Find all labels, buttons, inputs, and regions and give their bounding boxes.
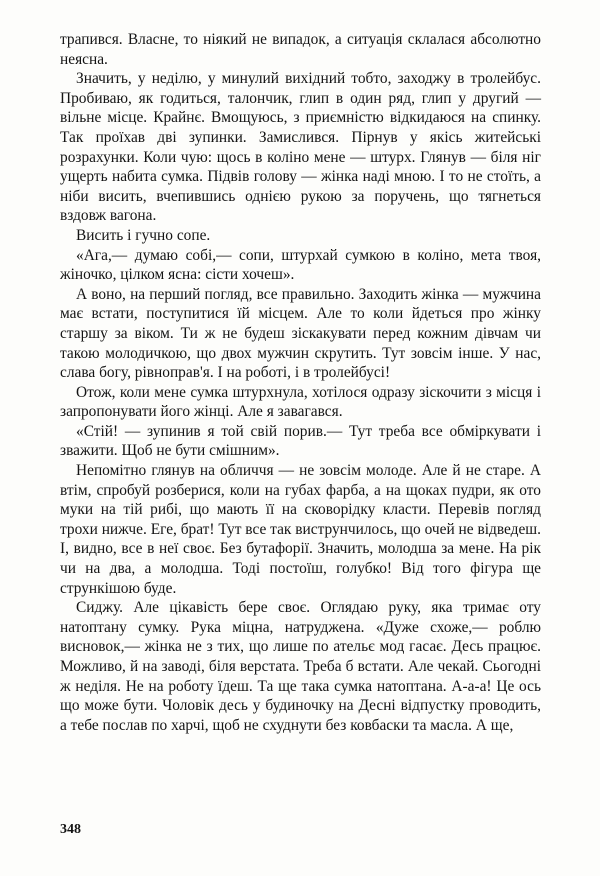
paragraph: Отож, коли мене сумка штурхнула, хотілося одразу зіскочити з місця і запропонувати його жінці. Але я завагався.	[60, 383, 541, 421]
body-text	[60, 30, 541, 735]
paragraph: Висить і гучно сопе.	[76, 226, 211, 244]
paragraph: Значить, у неділю, у минулий вихідний тобто, заходжу в тролейбус. Пробиваю, як годиться, талончик, глип в один ряд, глип у другий — вільне місце. Крайнє. Вмощуюсь, з приємністю відкидаюся на спинку. Так проїхав дві зупинки. Замислився. Пірнув у якісь житейські розрахунки. Коли чую: щось в коліно мене — штурх. Глянув — біля ніг ущерть набита сумка. Підвів голову — жінка наді мною. І то не стоїть, а ніби висить, вчепившись однією рукою за поручень, що тягнеться вздовж вагона.	[60, 70, 541, 225]
paragraph: «Ага,— думаю собі,— сопи, штурхай сумкою в коліно, мета твоя, жіночко, цілком ясна: сісти хочеш».	[60, 246, 541, 284]
page-number: 348	[60, 822, 81, 837]
paragraph: трапився. Власне, то ніякий не випадок, а ситуація склалася абсолютно неясна.	[60, 31, 541, 68]
paragraph: Непомітно глянув на обличчя — не зовсім молоде. Але й не старе. А втім, спробуй розберися, коли на губах фарба, а на щоках пудри, як ото муки на тій рибі, що мають її на сковорідку класти. Перевів погляд трохи нижче. Еге, брат! Тут все так виструнчилось, що очей не відведеш. І, видно, все в неї своє. Без бутафорії. Значить, молодша за мене. На рік чи на два, а молодша. Тоді постоїш, голубко! Від того фігура ще стрункішою буде.	[60, 462, 541, 597]
paragraph: Сиджу. Але цікавість бере своє. Оглядаю руку, яка тримає оту натоптану сумку. Рука міцна, натруджена. «Дуже схоже,— роблю висновок,— жінка не з тих, що лише по ательє мод гасає. Десь працює. Можливо, й на заводі, біля верстата. Треба б встати. Але чекай. Сьогодні ж неділя. Не на роботу їдеш. Та ще така сумка натоптана. А-а-а! Це ось що може бути. Чоловік десь у будиночку на Десні відпустку проводить, а тебе послав по харчі, щоб не схуднути без ковбаски та масла. А ще,	[60, 599, 541, 734]
paragraph: «Стій! — зупинив я той свій порив.— Тут треба все обміркувати і зважити. Щоб не бути смішним».	[60, 422, 541, 460]
paragraph: А воно, на перший погляд, все правильно. Заходить жінка — мужчина має встати, поступитися їй місцем. Але то коли йдеться про жінку старшу за віком. Ти ж не будеш зіскакувати перед кожним дівчам чи такою молодичкою, що двох мужчин скрутить. Тут зовсім інше. У нас, слава богу, рівноправ'я. І на роботі, і в тролейбусі!	[60, 285, 541, 382]
